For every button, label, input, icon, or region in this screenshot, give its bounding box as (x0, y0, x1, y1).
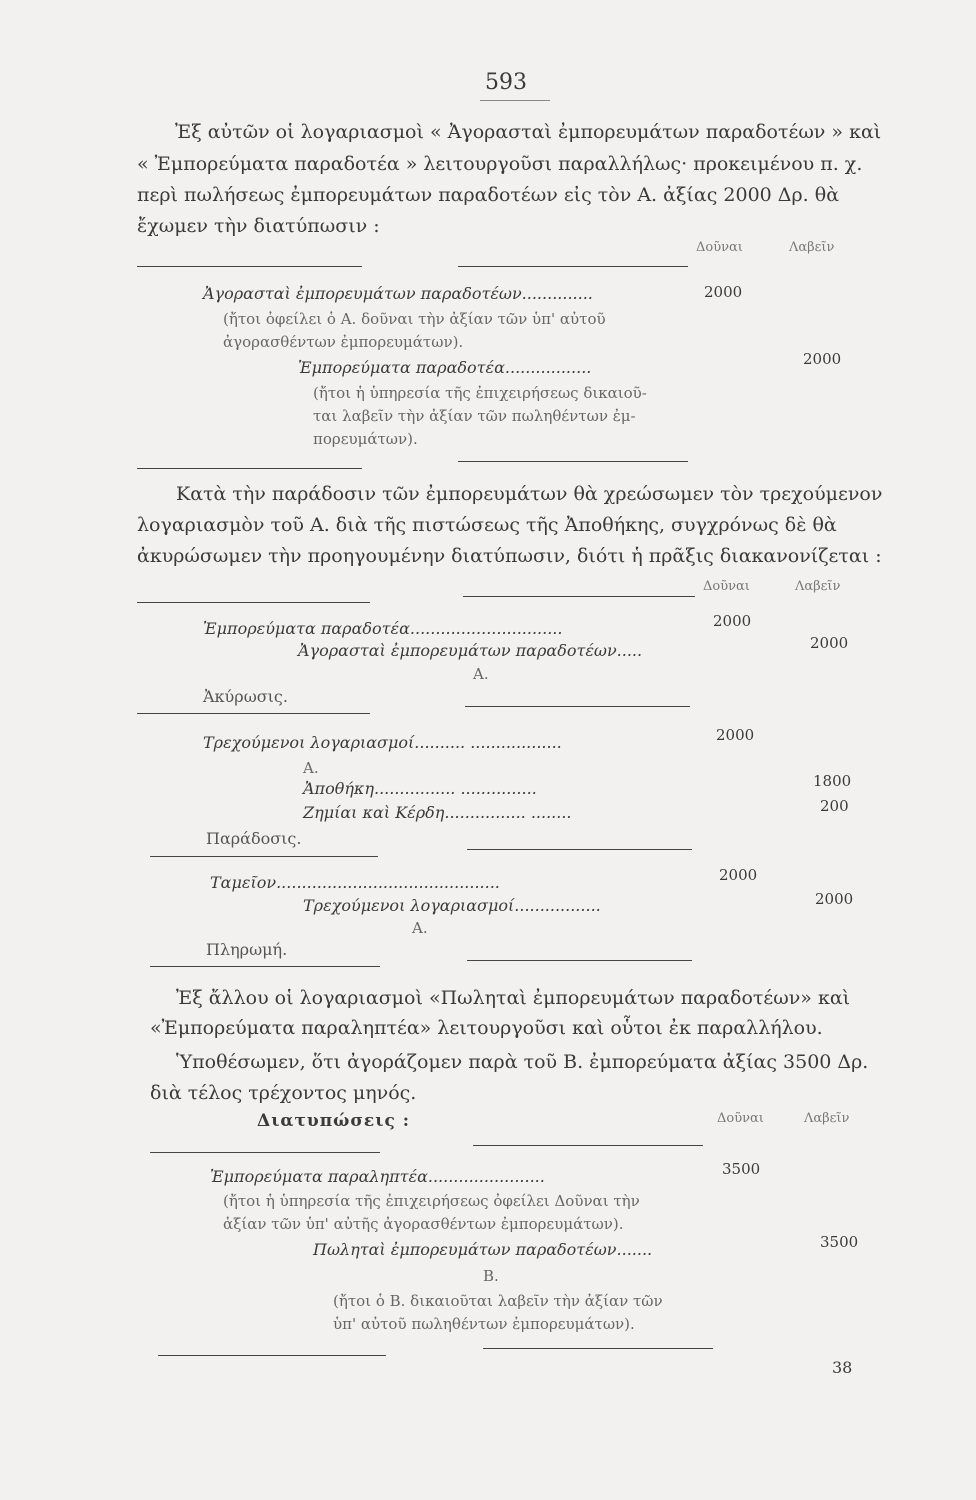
page-number: 593 (485, 70, 527, 95)
entry5-heading: Διατυπώσεις : (257, 1111, 411, 1131)
entry1-bottom-rule-right (458, 461, 688, 462)
entry5-top-rule-right (473, 1145, 703, 1146)
entry5-name: Β. (483, 1267, 499, 1285)
entry3-debit-account: Τρεχούμενοι λογαριασμοί.......... .................. (203, 733, 562, 752)
entry1-credit-account: Ἐμπορεύματα παραδοτέα................. (298, 358, 592, 377)
entry3-credit1-amount: 1800 (813, 772, 852, 790)
entry2-debit-amount: 2000 (713, 612, 752, 630)
entry5-debit-header: Δοῦναι (717, 1111, 764, 1126)
entry3-debit-amount: 2000 (716, 726, 755, 744)
footer-signature: 38 (832, 1358, 853, 1377)
entry5-credit-header: Λαβεῖν (804, 1111, 850, 1126)
intro-line-3: περὶ πωλήσεως ἐμπορευμάτων παραδοτέων εἰς τὸν Α. ἀξίας 2000 Δρ. θὰ (137, 184, 840, 206)
entry1-rule-right (458, 266, 688, 267)
entry2-credit-account: Ἀγορασταὶ ἐμπορευμάτων παραδοτέων..... (298, 641, 643, 660)
entry1-rule-left (137, 266, 362, 267)
entry1-bottom-rule-left (137, 468, 362, 469)
entry5-debit-amount: 3500 (722, 1160, 761, 1178)
entry1-note2-line3: πορευμάτων). (313, 430, 418, 448)
entry1-credit-amount: 2000 (803, 350, 842, 368)
entry5-note1-line1: (ἤτοι ἡ ὑπηρεσία τῆς ἐπιχειρήσεως ὀφείλει Δοῦναι τὴν (223, 1192, 640, 1210)
entry4-credit-account: Τρεχούμενοι λογαριασμοί................. (303, 896, 601, 915)
delivery-line-3: ἀκυρώσωμεν τὴν προηγουμένην διατύπωσιν, διότι ἡ πρᾶξις διακανονίζεται : (137, 545, 882, 567)
entry5-bottom-rule-right (483, 1348, 713, 1349)
entry2-bottom-rule-left (137, 713, 370, 714)
page-number-rule (480, 100, 550, 101)
entry3-bottom-rule-right (467, 849, 692, 850)
entry4-debit-account: Ταμεῖον............................................ (210, 873, 500, 892)
entry5-note2-line1: (ἤτοι ὁ Β. δικαιοῦται λαβεῖν τὴν ἀξίαν τῶν (333, 1292, 663, 1310)
entry5-credit-amount: 3500 (820, 1233, 859, 1251)
other-line-3: Ὑποθέσωμεν, ὅτι ἀγοράζομεν παρὰ τοῦ Β. ἐμπορεύματα ἀξίας 3500 Δρ. (176, 1051, 869, 1073)
entry5-note2-line2: ὑπ' αὐτοῦ πωληθέντων ἐμπορευμάτων). (333, 1315, 635, 1333)
entry1-note2-line2: ται λαβεῖν τὴν ἀξίαν τῶν πωληθέντων ἐμ- (313, 407, 636, 425)
entry5-bottom-rule-left (158, 1355, 386, 1356)
delivery-line-1: Κατὰ τὴν παράδοσιν τῶν ἐμπορευμάτων θὰ χρεώσωμεν τὸν τρεχούμενον (176, 483, 883, 505)
entry4-bottom-rule-left (150, 966, 380, 967)
credit-header: Λαβεῖν (789, 240, 835, 255)
entry4-debit-amount: 2000 (719, 866, 758, 884)
entry5-top-rule-left (150, 1152, 380, 1153)
intro-line-2: « Ἐμπορεύματα παραδοτέα » λειτουργοῦσι παραλλήλως· προκειμένου π. χ. (137, 153, 863, 175)
entry1-note1-line2: ἀγορασθέντων ἐμπορευμάτων). (223, 333, 464, 351)
delivery-line-2: λογαριασμὸν τοῦ Α. διὰ τῆς πιστώσεως τῆς Ἀποθήκης, συγχρόνως δὲ θὰ (137, 514, 837, 536)
other-line-4: διὰ τέλος τρέχοντος μηνός. (150, 1082, 417, 1104)
entry5-debit-account: Ἐμπορεύματα παραληπτέα....................... (210, 1167, 545, 1186)
entry2-credit-amount: 2000 (810, 634, 849, 652)
intro-line-4: ἔχωμεν τὴν διατύπωσιν : (137, 215, 380, 237)
entry1-note1-line1: (ἤτοι ὀφείλει ὁ Α. δοῦναι τὴν ἀξίαν τῶν ὑπ' αὐτοῦ (223, 310, 606, 328)
debit-header: Δοῦναι (696, 240, 743, 255)
intro-line-1: Ἐξ αὐτῶν οἱ λογαριασμοὶ « Ἀγορασταὶ ἐμπορευμάτων παραδοτέων » καὶ (175, 121, 882, 143)
entry5-credit-account: Πωληταὶ ἐμπορευμάτων παραδοτέων....... (313, 1240, 653, 1259)
entry1-debit-amount: 2000 (704, 283, 743, 301)
entry2-label: Ἀκύρωσις. (203, 687, 288, 706)
entry2-credit-header: Λαβεῖν (795, 579, 841, 594)
entry4-credit-amount: 2000 (815, 890, 854, 908)
entry1-note2-line1: (ἤτοι ἡ ὑπηρεσία τῆς ἐπιχειρήσεως δικαιοῦ- (313, 384, 647, 402)
entry2-name: Α. (473, 665, 489, 683)
entry3-name: Α. (303, 759, 319, 777)
entry3-bottom-rule-left (150, 856, 378, 857)
entry2-top-rule-right (463, 596, 695, 597)
entry1-debit-account: Ἀγορασταὶ ἐμπορευμάτων παραδοτέων.............. (203, 284, 593, 303)
entry3-credit1-account: Ἀποθήκη................ ............... (303, 779, 537, 798)
entry4-bottom-rule-right (467, 960, 692, 961)
entry2-debit-header: Δοῦναι (703, 579, 750, 594)
entry3-label: Παράδοσις. (206, 829, 302, 848)
entry3-credit2-amount: 200 (820, 797, 849, 815)
entry2-bottom-rule-right (465, 706, 690, 707)
entry2-debit-account: Ἐμπορεύματα παραδοτέα.............................. (203, 619, 563, 638)
entry4-name: Α. (412, 919, 428, 937)
entry2-top-rule-left (137, 602, 370, 603)
entry3-credit2-account: Ζημίαι καὶ Κέρδη................ ........ (303, 803, 572, 822)
other-line-1: Ἐξ ἄλλου οἱ λογαριασμοὶ «Πωληταὶ ἐμπορευμάτων παραδοτέων» καὶ (176, 987, 851, 1009)
other-line-2: «Ἐμπορεύματα παραληπτέα» λειτουργοῦσι καὶ οὗτοι ἐκ παραλλήλου. (150, 1017, 823, 1039)
entry4-label: Πληρωμή. (206, 940, 288, 959)
entry5-note1-line2: ἀξίαν τῶν ὑπ' αὐτῆς ἀγορασθέντων ἐμπορευμάτων). (223, 1215, 624, 1233)
